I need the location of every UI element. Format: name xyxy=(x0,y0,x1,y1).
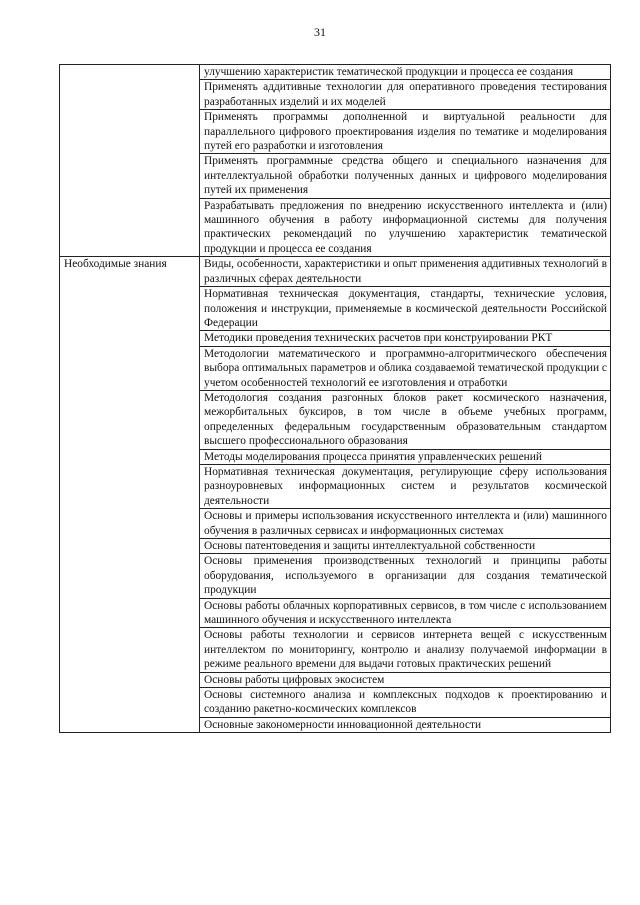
knowledge-label: Необходимые знания xyxy=(60,257,200,733)
knowledge-item: Методики проведения технических расчетов при конструировании РКТ xyxy=(200,331,611,346)
knowledge-item: Основы применения производственных технологий и принципы работы оборудования, используемого в организации для создания тематической продукции xyxy=(200,554,611,598)
knowledge-item: Нормативная техническая документация, регулирующие сферу использования разноуровневых информационных систем и результатов космической деятельности xyxy=(200,464,611,508)
row-label-empty xyxy=(60,65,200,257)
knowledge-item: Виды, особенности, характеристики и опыт применения аддитивных технологий в различных сферах деятельности xyxy=(200,257,611,287)
knowledge-item: Нормативная техническая документация, стандарты, технические условия, положения и инструкции, применяемые в космической деятельности Российской Федерации xyxy=(200,287,611,331)
skill-item: Разрабатывать предложения по внедрению искусственного интеллекта и (или) машинного обучения в работу информационной системы для получения практических рекомендаций по улучшению характеристик тематической продукции и процесса ее создания xyxy=(200,198,611,257)
page-number: 31 xyxy=(314,25,326,39)
knowledge-item: Основы работы цифровых экосистем xyxy=(200,672,611,687)
requirements-table xyxy=(59,64,611,733)
knowledge-item: Основы работы облачных корпоративных сервисов, в том числе с использованием машинного обучения и искусственного интеллекта xyxy=(200,598,611,628)
skill-item: Применять аддитивные технологии для оперативного проведения тестирования разработанных изделий и их моделей xyxy=(200,80,611,110)
knowledge-item: Основы патентоведения и защиты интеллектуальной собственности xyxy=(200,539,611,554)
skill-item: улучшению характеристик тематической продукции и процесса ее создания xyxy=(200,65,611,80)
table-row xyxy=(60,257,611,287)
skill-item: Применять программы дополненной и виртуальной реальности для параллельного цифрового проектирования изделия по тематике и моделирования путей его разработки и изготовления xyxy=(200,110,611,154)
knowledge-item: Основы работы технологии и сервисов интернета вещей с искусственным интеллектом по мониторингу, контролю и анализу получаемой информации в режиме реального времени для выдачи готовых практических решений xyxy=(200,628,611,672)
table-row xyxy=(60,65,611,80)
knowledge-item: Основы и примеры использования искусственного интеллекта и (или) машинного обучения в различных сервисах и информационных системах xyxy=(200,509,611,539)
knowledge-item: Методология создания разгонных блоков ракет космического назначения, межорбитальных буксиров, в том числе в объеме учебных программ, определенных федеральным государственным образовательным стандартом высшего профессионального образования xyxy=(200,390,611,449)
knowledge-item: Методологии математического и программно-алгоритмического обеспечения выбора оптимальных параметров и облика создаваемой тематической продукции с учетом особенностей технологий ее изготовления и отработки xyxy=(200,346,611,390)
skill-item: Применять программные средства общего и специального назначения для интеллектуальной обработки полученных данных и цифрового моделирования путей их применения xyxy=(200,154,611,198)
knowledge-item: Методы моделирования процесса принятия управленческих решений xyxy=(200,449,611,464)
knowledge-item: Основы системного анализа и комплексных подходов к проектированию и созданию ракетно-космических комплексов xyxy=(200,688,611,718)
knowledge-item: Основные закономерности инновационной деятельности xyxy=(200,717,611,732)
